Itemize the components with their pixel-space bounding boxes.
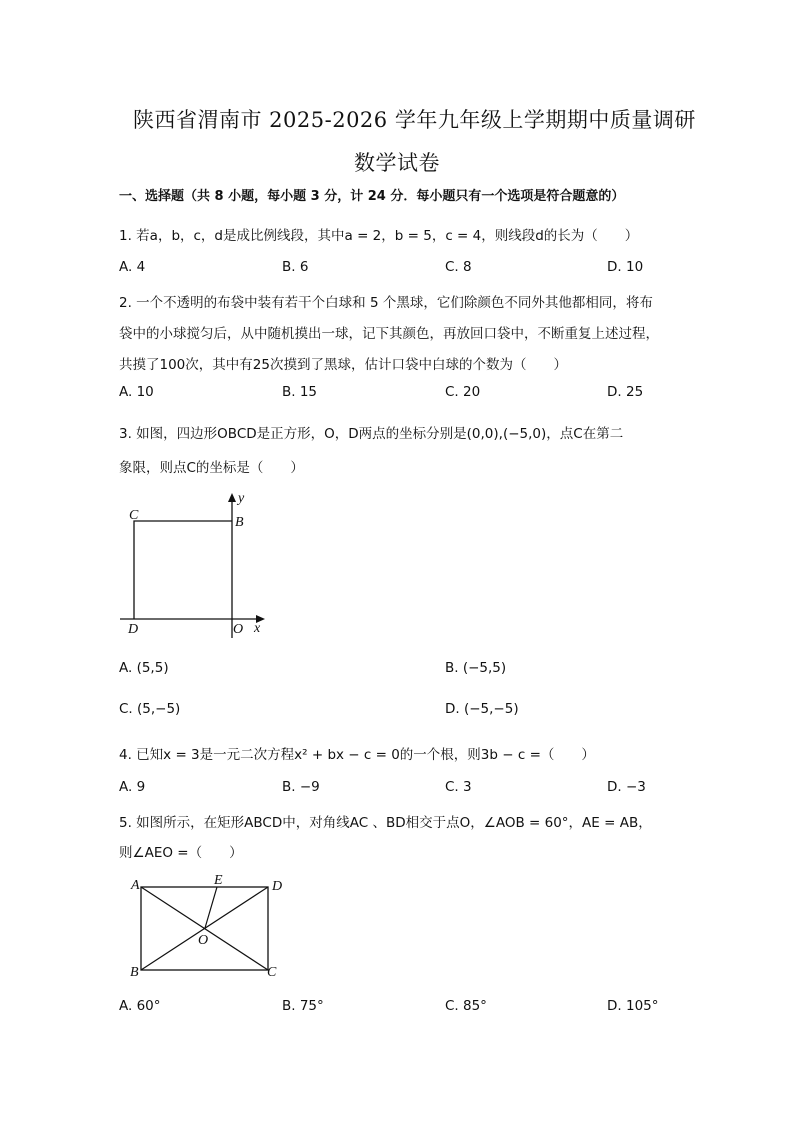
question-2-line2: 袋中的小球搅匀后，从中随机摸出一球，记下其颜色，再放回口袋中，不断重复上述过程，	[119, 326, 659, 342]
q2-option-a: A. 10	[119, 384, 154, 400]
question-5-line2: 则∠AEO =（ ）	[119, 845, 243, 861]
question-2-line3: 共摸了100次，其中有25次摸到了黑球，估计口袋中白球的个数为（ ）	[119, 357, 567, 373]
label-e: E	[214, 873, 223, 888]
question-3-line1: 3. 如图，四边形OBCD是正方形，O，D两点的坐标分别是(0,0),(−5,0)，点C在第二	[119, 426, 624, 442]
label-a: A	[131, 878, 140, 893]
label-d: D	[128, 622, 139, 637]
q1-option-d: D. 10	[607, 259, 644, 275]
square-outline	[134, 521, 232, 619]
q3-option-d: D. (−5,−5)	[445, 701, 519, 717]
label-b: B	[235, 515, 244, 530]
q3-square-figure	[115, 488, 275, 648]
exam-title-line2: 数学试卷	[354, 151, 440, 175]
label-d: D	[272, 879, 283, 894]
q5-rectangle-figure	[125, 872, 295, 982]
q1-option-c: C. 8	[445, 259, 472, 275]
q5-option-a: A. 60°	[119, 998, 161, 1014]
q4-option-d: D. −3	[607, 779, 646, 795]
exam-title-line1: 陕西省渭南市 2025-2026 学年九年级上学期期中质量调研	[133, 108, 696, 132]
label-c: C	[129, 508, 139, 523]
label-x: x	[254, 621, 261, 636]
q1-option-b: B. 6	[282, 259, 309, 275]
q5-option-d: D. 105°	[607, 998, 659, 1014]
label-b: B	[130, 965, 139, 980]
q1-option-a: A. 4	[119, 259, 146, 275]
question-4-text: 4. 已知x = 3是一元二次方程x² + bx − c = 0的一个根，则3b − c =（ ）	[119, 747, 595, 763]
question-2-line1: 2. 一个不透明的布袋中装有若干个白球和 5 个黑球，它们除颜色不同外其他都相同，将布	[119, 295, 653, 311]
q3-option-b: B. (−5,5)	[445, 660, 507, 676]
q2-option-c: C. 20	[445, 384, 481, 400]
question-3-line2: 象限，则点C的坐标是（ ）	[119, 460, 304, 476]
y-axis-arrow-icon	[228, 493, 236, 502]
q2-option-d: D. 25	[607, 384, 644, 400]
label-y: y	[238, 491, 245, 506]
q4-option-c: C. 3	[445, 779, 472, 795]
section-heading: 一、选择题（共 8 小题，每小题 3 分，计 24 分．每小题只有一个选项是符合题意的）	[119, 189, 625, 204]
q3-option-a: A. (5,5)	[119, 660, 169, 676]
q5-option-c: C. 85°	[445, 998, 487, 1014]
label-c: C	[267, 965, 277, 980]
q2-option-b: B. 15	[282, 384, 318, 400]
label-o: O	[198, 933, 209, 948]
q5-option-b: B. 75°	[282, 998, 324, 1014]
label-o: O	[233, 622, 244, 637]
q4-option-b: B. −9	[282, 779, 320, 795]
q3-option-c: C. (5,−5)	[119, 701, 181, 717]
q4-option-a: A. 9	[119, 779, 146, 795]
question-5-line1: 5. 如图所示，在矩形ABCD中，对角线AC 、BD相交于点O，∠AOB = 60°，AE = AB，	[119, 815, 652, 831]
question-1-text: 1. 若a，b，c，d是成比例线段，其中a = 2，b = 5，c = 4，则线段d的长为（ ）	[119, 228, 639, 244]
